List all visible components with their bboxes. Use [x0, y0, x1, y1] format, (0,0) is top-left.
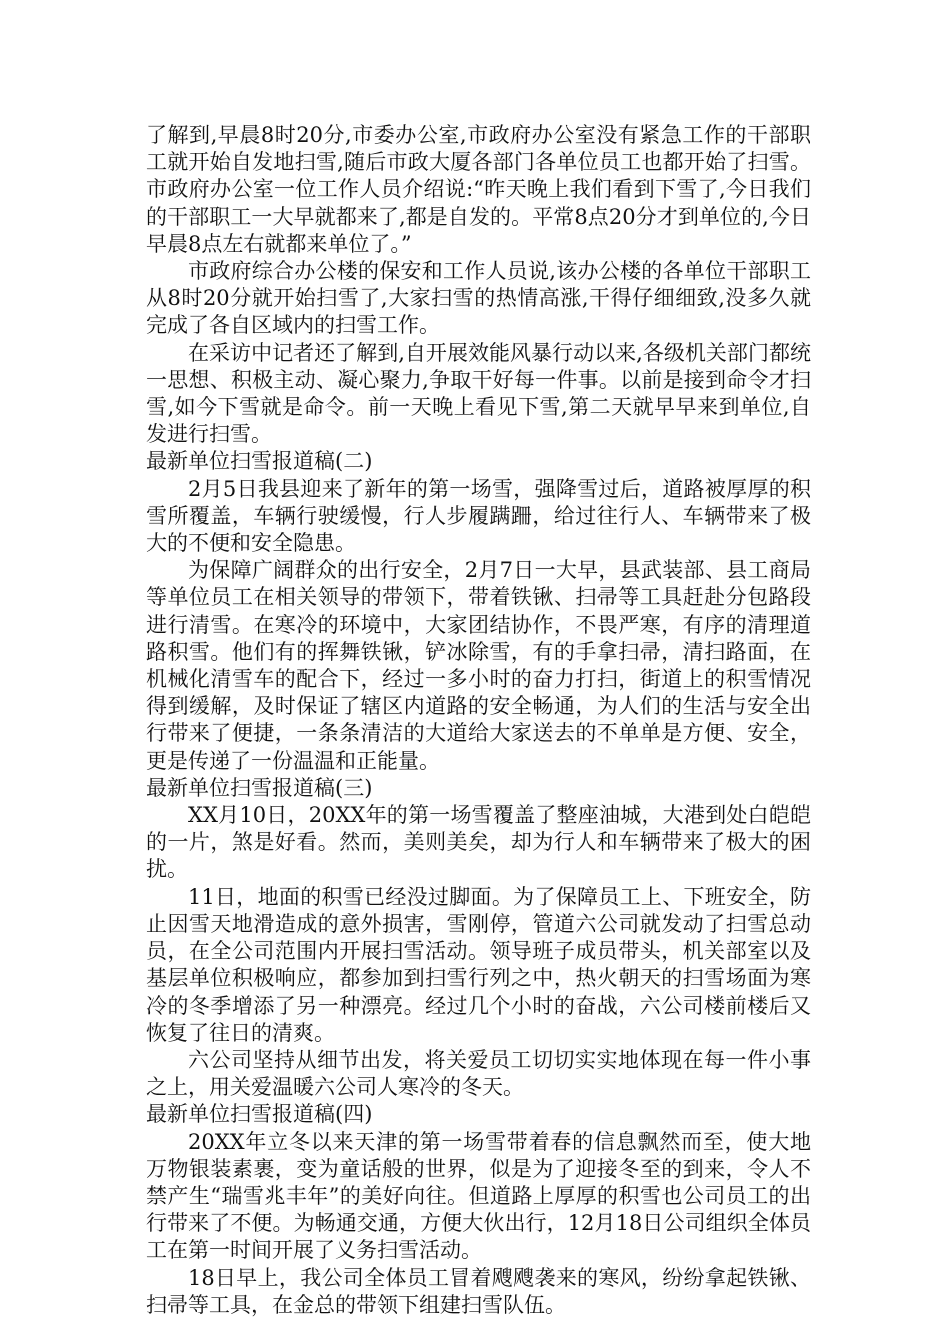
paragraph: 2月5日我县迎来了新年的第一场雪，强降雪过后，道路被厚厚的积雪所覆盖，车辆行驶缓慢，行人步履蹒跚，给过往行人、车辆带来了极大的不便和安全隐患。	[146, 476, 811, 556]
paragraph: 在采访中记者还了解到,自开展效能风暴行动以来,各级机关部门都统一思想、积极主动、凝心聚力,争取干好每一件事。以前是接到命令才扫雪,如今下雪就是命令。前一天晚上看见下雪,第二天就早早来到单位,自发进行扫雪。	[146, 340, 811, 447]
paragraph: 18日早上，我公司全体员工冒着飕飕袭来的寒风，纷纷拿起铁锹、扫帚等工具，在金总的带领下组建扫雪队伍。	[146, 1265, 811, 1317]
document-page	[146, 122, 811, 1319]
paragraph: 20XX年立冬以来天津的第一场雪带着春的信息飘然而至，使大地万物银装素裹，变为童话般的世界，似是为了迎接冬至的到来，令人不禁产生“瑞雪兆丰年”的美好向往。但道路上厚厚的积雪也公司员工的出行带来了不便。为畅通交通，方便大伙出行，12月18日公司组织全体员工在第一时间开展了义务扫雪活动。	[146, 1129, 811, 1263]
paragraph: 六公司坚持从细节出发，将关爱员工切切实实地体现在每一件小事之上，用关爱温暖六公司人寒冷的冬天。	[146, 1047, 811, 1100]
paragraph: XX月10日，20XX年的第一场雪覆盖了整座油城，大港到处白皑皑的一片，煞是好看。然而，美则美矣，却为行人和车辆带来了极大的困扰。	[146, 803, 811, 882]
paragraph: 市政府综合办公楼的保安和工作人员说,该办公楼的各单位干部职工从8时20分就开始扫雪了,大家扫雪的热情高涨,干得仔细细致,没多久就完成了各自区域内的扫雪工作。	[146, 259, 811, 338]
section-heading-2: 最新单位扫雪报道稿(二)	[146, 449, 373, 474]
section-heading-4: 最新单位扫雪报道稿(四)	[146, 1102, 373, 1127]
paragraph: 11日，地面的积雪已经没过脚面。为了保障员工上、下班安全，防止因雪天地滑造成的意外损害，雪刚停，管道六公司就发动了扫雪总动员，在全公司范围内开展扫雪活动。领导班子成员带头，机关部室以及基层单位积极响应，都参加到扫雪行列之中，热火朝天的扫雪场面为寒冷的冬季增添了另一种漂亮。经过几个小时的奋战，六公司楼前楼后又恢复了往日的清爽。	[146, 884, 811, 1045]
paragraph: 为保障广阔群众的出行安全，2月7日一大早，县武装部、县工商局等单位员工在相关领导的带领下，带着铁锹、扫帚等工具赶赴分包路段进行清雪。在寒冷的环境中，大家团结协作，不畏严寒，有序的清理道路积雪。他们有的挥舞铁锹，铲冰除雪，有的手拿扫帚，清扫路面，在机械化清雪车的配合下，经过一多小时的奋力打扫，街道上的积雪情况得到缓解，及时保证了辖区内道路的安全畅通，为人们的生活与安全出行带来了便捷，一条条清洁的大道给大家送去的不单单是方便、安全，更是传递了一份温温和正能量。	[146, 558, 811, 773]
paragraph-continued: 了解到,早晨8时20分,市委办公室,市政府办公室没有紧急工作的干部职工就开始自发地扫雪,随后市政大厦各部门各单位员工也都开始了扫雪。市政府办公室一位工作人员介绍说:“昨天晚上我们看到下雪了,今日我们的干部职工一大早就都来了,都是自发的。平常8点20分才到单位的,今日早晨8点左右就都来单位了。”	[146, 123, 811, 256]
section-heading-3: 最新单位扫雪报道稿(三)	[146, 775, 373, 800]
